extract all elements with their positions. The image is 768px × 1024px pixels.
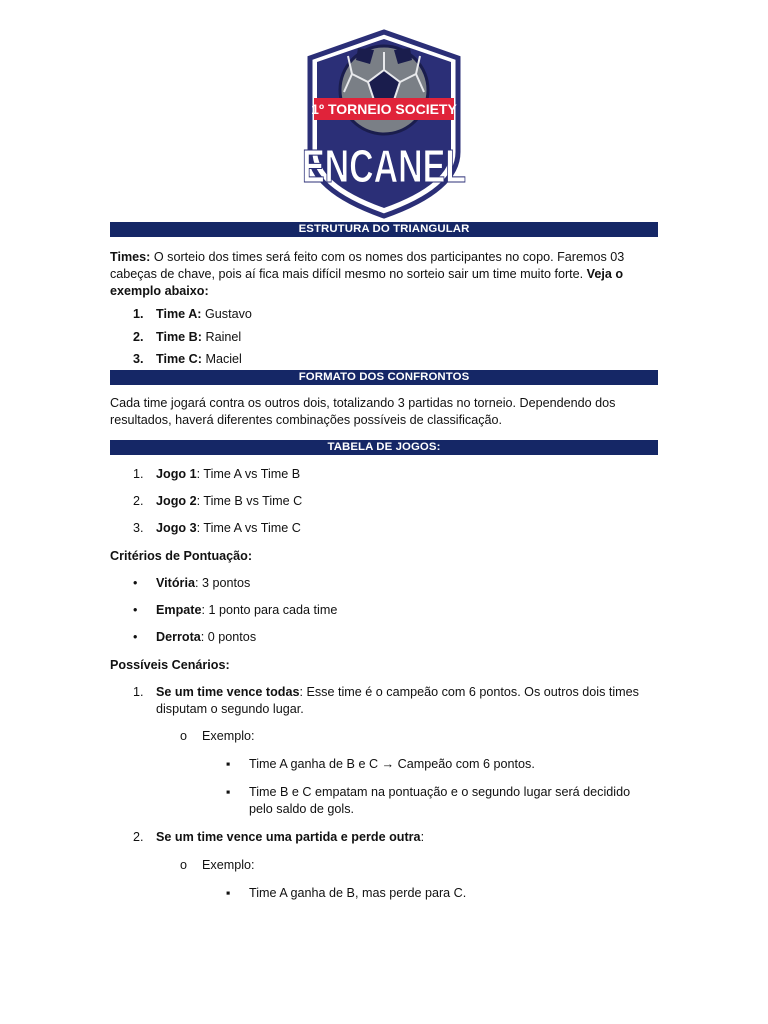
criteria-label: Vitória: [156, 576, 195, 590]
scenario-2-example: [110, 857, 658, 874]
scenario-label: Se um time vence todas: [156, 685, 300, 699]
list-item: [110, 351, 658, 367]
sub-bullet-icon: o: [180, 858, 188, 872]
section-header-tabela: TABELA DE JOGOS:: [110, 440, 658, 455]
bullet-icon: •: [133, 576, 138, 590]
example-item: Time A ganha de B, mas perde para C.: [249, 886, 467, 900]
team-value: Maciel: [201, 352, 242, 366]
list-item: [110, 629, 658, 656]
list-number: 1.: [133, 685, 144, 699]
scenarios-heading: [110, 657, 658, 674]
game-value: : Time A vs Time C: [196, 521, 301, 535]
list-number: 3.: [133, 521, 144, 535]
scenario-label: Se um time vence uma partida e perde outra: [156, 830, 421, 844]
list-item: [110, 575, 658, 602]
square-bullet-icon: ▪: [226, 757, 231, 771]
game-label: Jogo 2: [156, 494, 197, 508]
square-bullet-icon: ▪: [226, 886, 231, 900]
scenario-text: :: [420, 830, 425, 844]
criteria-value: : 1 ponto para cada time: [201, 603, 338, 617]
criteria-list: [110, 575, 658, 656]
teams-list: [110, 306, 658, 367]
games-list: [110, 466, 658, 547]
team-label: Time C:: [156, 352, 202, 366]
list-item: [110, 756, 658, 773]
document-body: [110, 222, 658, 902]
example-label: Exemplo:: [202, 858, 255, 872]
teams-intro-label: Times:: [110, 250, 151, 264]
list-number: 2.: [133, 494, 144, 508]
example-label: Exemplo:: [202, 729, 255, 743]
criteria-label: Derrota: [156, 630, 201, 644]
scenarios-title: Possíveis Cenários:: [110, 658, 230, 672]
section-header-estrutura: ESTRUTURA DO TRIANGULAR: [110, 222, 658, 237]
soccer-ball-icon: [340, 46, 428, 134]
criteria-value: : 3 pontos: [194, 576, 251, 590]
criteria-label: Empate: [156, 603, 202, 617]
format-paragraph: Cada time jogará contra os outros dois, totalizando 3 partidas no torneio. Dependendo dos resultados, haverá diferentes combinações possíveis de classificação.: [110, 396, 616, 427]
team-label: Time B:: [156, 329, 202, 344]
list-item: [110, 784, 658, 818]
list-number: 1.: [133, 307, 144, 321]
bullet-icon: •: [133, 603, 138, 617]
scenario-2: [110, 829, 658, 846]
example-item: Time A ganha de B e C → Campeão com 6 pontos.: [249, 757, 535, 771]
list-item: [110, 493, 658, 520]
list-number: 2.: [133, 329, 144, 344]
game-label: Jogo 3: [156, 521, 197, 535]
scenario-text: : Esse time é o campeão com 6 pontos. Os outros dois times disputam o segundo lugar.: [156, 685, 639, 716]
tournament-logo: [298, 30, 470, 218]
sub-bullet-icon: o: [180, 729, 188, 743]
logo-graphic: [298, 30, 470, 218]
game-label: Jogo 1: [156, 467, 197, 481]
teams-intro-bold-end: Veja o exemplo abaixo:: [110, 267, 624, 298]
criteria-title: Critérios de Pontuação:: [110, 549, 253, 563]
list-number: 1.: [133, 467, 144, 481]
list-number: 3.: [133, 352, 144, 366]
section-header-formato: FORMATO DOS CONFRONTOS: [110, 370, 658, 385]
brand-name-text: ENCANEL: [302, 140, 466, 192]
teams-intro-paragraph: [110, 249, 658, 300]
list-item: [110, 885, 658, 902]
list-item: [110, 329, 658, 352]
list-item: [110, 466, 658, 493]
team-value: Gustavo: [201, 307, 252, 321]
team-label: Time A:: [156, 307, 202, 321]
criteria-heading: [110, 548, 658, 565]
square-bullet-icon: ▪: [226, 785, 231, 799]
list-number: 2.: [133, 830, 144, 844]
game-value: : Time B vs Time C: [196, 494, 303, 508]
scenario-1: [110, 684, 658, 718]
scenario-1-example: [110, 728, 658, 745]
list-item: [110, 306, 658, 329]
banner-text: 1º TORNEIO SOCIETY: [311, 101, 457, 117]
teams-intro-text: O sorteio dos times será feito com os nomes dos participantes no copo. Faremos 03 cabeças de chave, pois aí fica mais difícil mesmo no sorteio sair um time muito forte.: [110, 250, 625, 281]
game-value: : Time A vs Time B: [196, 467, 301, 481]
bullet-icon: •: [133, 630, 138, 644]
criteria-value: : 0 pontos: [200, 630, 257, 644]
list-item: [110, 520, 658, 547]
team-value: Rainel: [201, 329, 242, 344]
list-item: [110, 602, 658, 629]
example-item: Time B e C empatam na pontuação e o segundo lugar será decidido pelo saldo de gols.: [249, 785, 631, 816]
